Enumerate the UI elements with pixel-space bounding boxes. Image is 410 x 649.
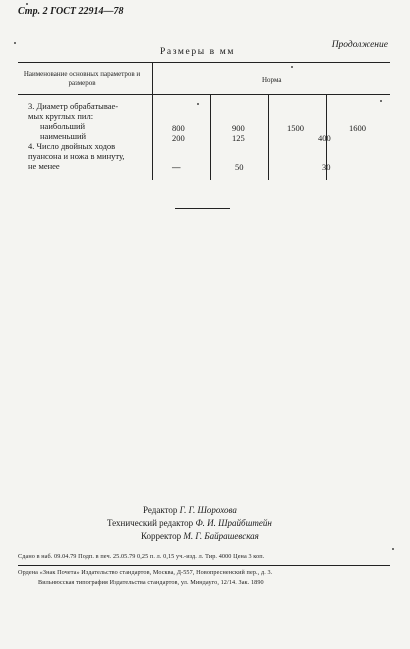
scan-speck — [14, 42, 16, 44]
column-header-parameters: Наименование основных параметров и размеров — [23, 70, 141, 87]
row4-label-line2: пуансона и ножа в минуту, — [28, 151, 125, 161]
row3-min-value: 200 — [172, 133, 185, 143]
tech-editor-credit — [107, 518, 272, 528]
imprint-rule — [18, 565, 390, 566]
editor-role: Редактор — [143, 505, 178, 515]
row4-label-line3: не менее — [28, 161, 60, 171]
scan-speck — [197, 103, 199, 105]
row4-value: 50 — [235, 162, 244, 172]
corrector-role: Корректор — [141, 531, 182, 541]
scan-speck — [380, 100, 382, 102]
row3-label-line2: мых круглых пил: — [28, 111, 94, 121]
imprint-line: Ордена «Знак Почета» Издательство стандартов, Москва, Д-557, Новопресненский пер., д. 3. — [18, 569, 273, 576]
row4-value: 30 — [322, 162, 331, 172]
row3-label-line1: 3. Диаметр обрабатывае- — [28, 101, 119, 111]
row3-label-max: наибольший — [40, 121, 86, 131]
imprint-line: Сдано в наб. 09.04.79 Подп. в печ. 25.05.79 0,25 п. л. 0,15 уч.-изд. л. Тир. 4000 Цена 3 коп. — [18, 553, 265, 560]
row3-max-value: 1600 — [349, 123, 366, 133]
scan-speck — [291, 66, 293, 68]
scan-speck — [392, 548, 394, 550]
corrector-credit — [141, 531, 259, 541]
editor-credit — [143, 505, 237, 515]
table-top-rule — [18, 62, 390, 63]
row3-min-value: 125 — [232, 133, 245, 143]
dimensions-note: Размеры в мм — [160, 47, 235, 57]
row3-max-value: 900 — [232, 123, 245, 133]
tech-editor-role: Технический редактор — [107, 518, 194, 528]
row3-max-value: 1500 — [287, 123, 304, 133]
page-header: Стр. 2 ГОСТ 22914—78 — [18, 6, 124, 17]
row3-max-value: 800 — [172, 123, 185, 133]
scan-speck — [26, 3, 28, 5]
editor-name: Г. Г. Шорохова — [179, 505, 237, 515]
row3-label-min: наименьший — [40, 131, 87, 141]
column-header-norm: Норма — [262, 76, 282, 84]
table-col-divider — [268, 94, 269, 180]
imprint-line: Вильнюсская типография Издательства стандартов, ул. Миндауго, 12/14. Зак. 1890 — [38, 579, 264, 586]
tech-editor-name: Ф. И. Шрайбштейн — [195, 518, 272, 528]
table-col1-divider — [152, 62, 153, 180]
table-header-rule — [18, 94, 390, 95]
row4-value: — — [172, 162, 181, 172]
corrector-name: М. Г. Байрашевская — [183, 531, 259, 541]
continuation-label: Продолжение — [331, 40, 388, 50]
row3-min-value: 400 — [318, 133, 331, 143]
row4-label-line1: 4. Число двойных ходов — [28, 141, 116, 151]
table-col-divider — [210, 94, 211, 180]
end-separator — [175, 208, 230, 209]
